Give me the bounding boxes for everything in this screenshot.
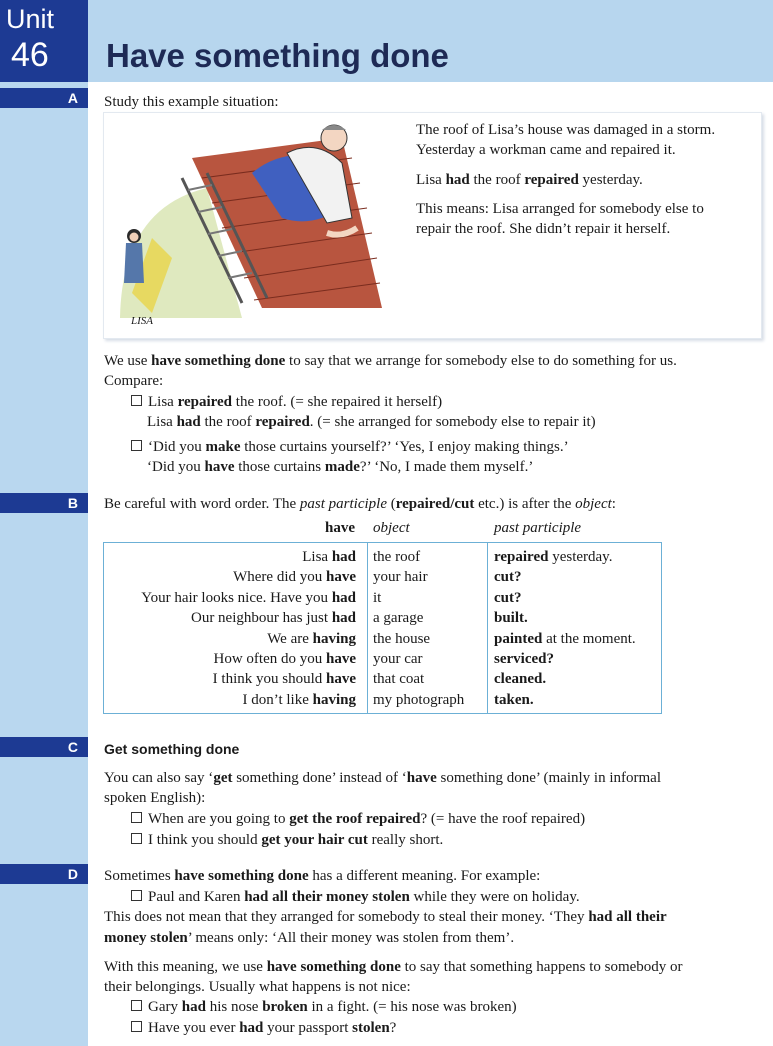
d-line-3: money stolen’ means only: ‘All their money was stolen from them’. xyxy=(104,930,515,946)
table-cell: cut? xyxy=(494,589,522,606)
compare-1b: Lisa had the roof repaired. (= she arranged for somebody else to repair it) xyxy=(147,414,596,430)
d-line-4: With this meaning, we use have something done to say that something happens to somebody or xyxy=(104,959,683,975)
story-line-1: The roof of Lisa’s house was damaged in a storm. xyxy=(416,122,716,138)
table-row: I don’t like having xyxy=(242,691,356,708)
table-cell: painted at the moment. xyxy=(494,630,636,647)
left-sidebar xyxy=(0,0,88,1046)
table-cell: serviced? xyxy=(494,651,554,668)
unit-badge xyxy=(0,0,88,82)
workman-on-roof-illustration xyxy=(112,118,412,318)
table-row: Our neighbour has just had xyxy=(190,610,356,627)
section-c-heading: Get something done xyxy=(104,741,240,757)
a-explanation-2: Compare: xyxy=(104,373,164,389)
header-object: object xyxy=(373,520,410,536)
checkbox-bullet-icon xyxy=(131,833,142,844)
table-divider xyxy=(487,542,488,714)
table-cell: the house xyxy=(373,630,431,647)
table-cell: my photograph xyxy=(373,691,465,708)
page-title: Have something done xyxy=(106,37,449,74)
story-line-3: Lisa had the roof repaired yesterday. xyxy=(416,172,643,188)
d-example-3: Have you ever had your passport stolen? xyxy=(131,1018,396,1038)
table-cell: cleaned. xyxy=(494,671,547,688)
section-a-intro: Study this example situation: xyxy=(104,94,279,110)
c-line-2: spoken English): xyxy=(104,790,206,806)
header-have: have xyxy=(325,520,355,536)
checkbox-bullet-icon xyxy=(131,1000,142,1011)
unit-number: 46 xyxy=(11,36,49,74)
d-example-1: Paul and Karen had all their money stolen while they were on holiday. xyxy=(131,887,580,907)
a-explanation-1: We use have something done to say that we arrange for somebody else to do something for us. xyxy=(104,353,677,369)
story-line-2: Yesterday a workman came and repaired it. xyxy=(416,142,676,158)
table-have-column xyxy=(106,547,356,710)
table-row: I think you should have xyxy=(212,671,356,688)
d-line-2: This does not mean that they arranged for somebody to steal their money. ‘They had all their xyxy=(104,909,667,925)
table-cell: cut? xyxy=(494,569,522,586)
compare-2a: ‘Did you make those curtains yourself?’ ‘Yes, I enjoy making things.’ xyxy=(131,437,569,457)
section-b-tab: B xyxy=(0,493,88,513)
table-cell: your hair xyxy=(373,569,428,586)
table-divider xyxy=(367,542,368,714)
table-cell: taken. xyxy=(494,691,534,708)
header-past-participle: past participle xyxy=(494,520,582,536)
checkbox-bullet-icon xyxy=(131,812,142,823)
table-row: How often do you have xyxy=(213,651,356,668)
compare-1a: Lisa repaired the roof. (= she repaired it herself) xyxy=(131,392,442,412)
unit-word: Unit xyxy=(6,4,55,34)
story-line-4: This means: Lisa arranged for somebody else to xyxy=(416,201,704,217)
table-pp-column xyxy=(494,547,636,710)
d-line-5: their belongings. Usually what happens is not nice: xyxy=(104,979,411,995)
table-cell: built. xyxy=(494,610,528,627)
c-line-1: You can also say ‘get something done’ instead of ‘have something done’ (mainly in informal xyxy=(104,770,661,786)
table-cell: that coat xyxy=(373,671,425,688)
illustration-caption: LISA xyxy=(131,315,153,327)
table-cell: repaired yesterday. xyxy=(494,549,613,565)
table-cell: it xyxy=(373,589,382,606)
checkbox-bullet-icon xyxy=(131,395,142,406)
table-cell: a garage xyxy=(373,610,424,627)
d-example-2: Gary had his nose broken in a fight. (= his nose was broken) xyxy=(131,997,517,1017)
table-cell: your car xyxy=(373,651,423,668)
story-line-5: repair the roof. She didn’t repair it herself. xyxy=(416,221,671,237)
table-row: Your hair looks nice. Have you had xyxy=(141,589,356,606)
compare-2b: ‘Did you have those curtains made?’ ‘No, I made them myself.’ xyxy=(147,459,534,475)
table-object-column xyxy=(373,547,464,710)
section-c-tab: C xyxy=(0,737,88,757)
c-example-1: When are you going to get the roof repaired? (= have the roof repaired) xyxy=(131,809,585,829)
table-row: We are having xyxy=(267,630,356,647)
table-row: Where did you have xyxy=(233,569,356,586)
table-cell: the roof xyxy=(373,549,421,565)
d-line-1: Sometimes have something done has a different meaning. For example: xyxy=(104,868,541,884)
c-example-2: I think you should get your hair cut really short. xyxy=(131,830,443,850)
checkbox-bullet-icon xyxy=(131,440,142,451)
section-d-tab: D xyxy=(0,864,88,884)
checkbox-bullet-icon xyxy=(131,1021,142,1032)
section-a-tab: A xyxy=(0,88,88,108)
section-b-intro: Be careful with word order. The past participle (repaired/cut etc.) is after the object: xyxy=(104,496,616,512)
table-row: Lisa had xyxy=(302,549,356,565)
checkbox-bullet-icon xyxy=(131,890,142,901)
